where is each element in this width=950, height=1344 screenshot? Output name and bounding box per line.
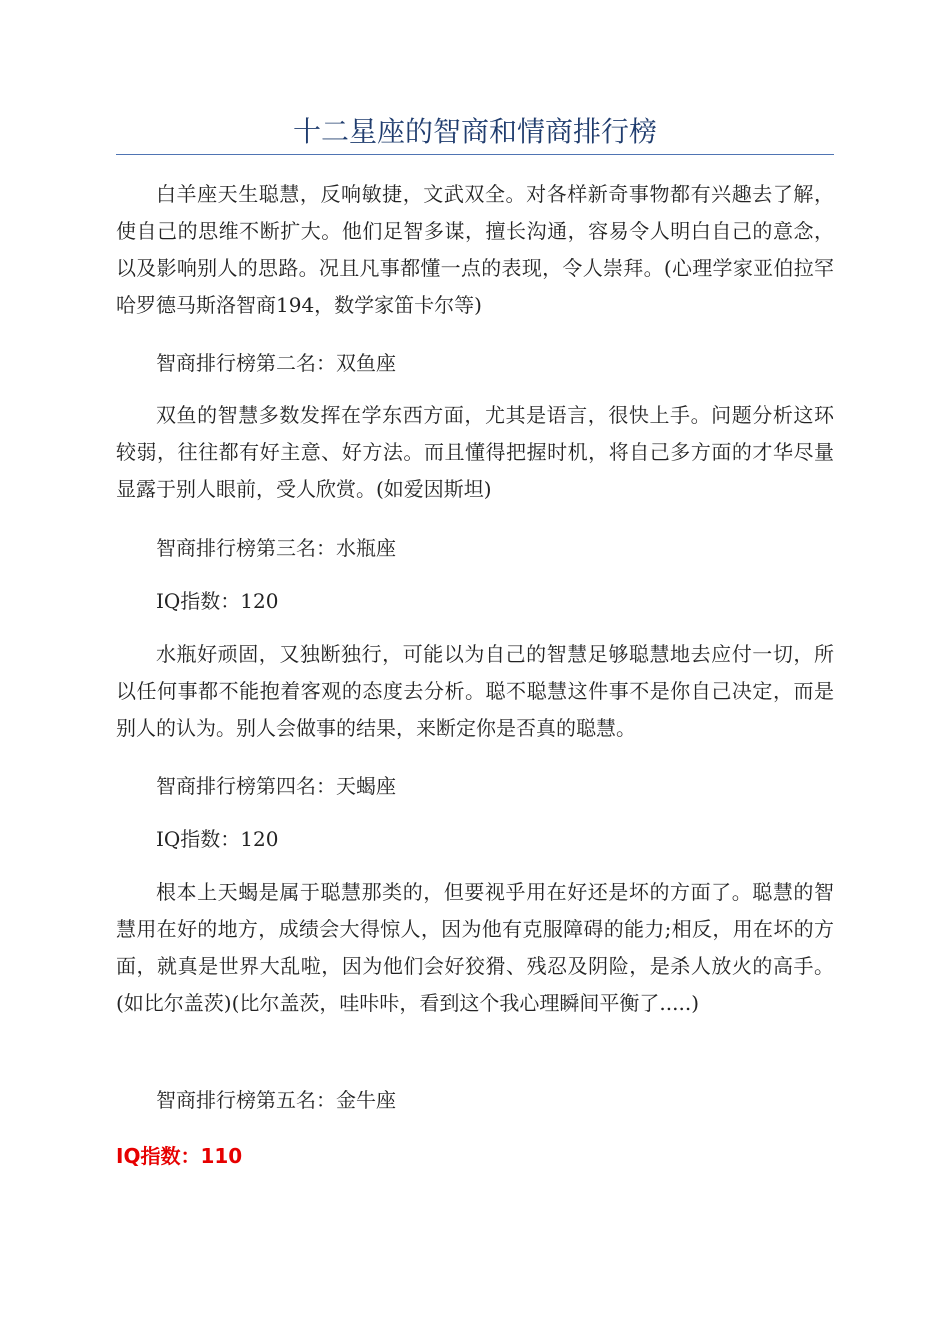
paragraph-pisces: 双鱼的智慧多数发挥在学东西方面，尤其是语言，很快上手。问题分析这环较弱，往往都有好主意、好方法。而且懂得把握时机，将自己多方面的才华尽量显露于别人眼前，受人欣赏。(如爱因斯坦) [116,403,834,501]
iq-aquarius: IQ指数：120 [156,589,279,613]
rank-3-heading: 智商排行榜第三名：水瓶座 [156,536,396,560]
paragraph-aries: 白羊座天生聪慧，反响敏捷，文武双全。对各样新奇事物都有兴趣去了解，使自己的思维不断扩大。他们足智多谋，擅长沟通，容易令人明白自己的意念，以及影响别人的思路。况且凡事都懂一点的表现，令人崇拜。(心理学家亚伯拉罕哈罗德马斯洛智商194，数学家笛卡尔等) [116,182,834,317]
iq-scorpio: IQ指数：120 [156,827,279,851]
title-underline [116,154,834,155]
rank-4-heading: 智商排行榜第四名：天蝎座 [156,774,396,798]
document-title: 十二星座的智商和情商排行榜 [292,115,657,148]
rank-5-heading: 智商排行榜第五名：金牛座 [156,1088,396,1112]
paragraph-scorpio: 根本上天蝎是属于聪慧那类的，但要视乎用在好还是坏的方面了。聪慧的智慧用在好的地方，成绩会大得惊人，因为他有克服障碍的能力;相反，用在坏的方面，就真是世界大乱啦，因为他们会好狡猾、残忍及阴险，是杀人放火的高手。(如比尔盖茨)(比尔盖茨，哇咔咔，看到这个我心理瞬间平衡了.....) [116,880,834,1015]
rank-2-heading: 智商排行榜第二名：双鱼座 [156,351,396,375]
paragraph-aquarius: 水瓶好顽固，又独断独行，可能以为自己的智慧足够聪慧地去应付一切，所以任何事都不能抱着客观的态度去分析。聪不聪慧这件事不是你自己决定，而是别人的认为。别人会做事的结果，来断定你是否真的聪慧。 [116,642,834,740]
iq-taurus-highlight: IQ指数：110 [116,1144,243,1168]
